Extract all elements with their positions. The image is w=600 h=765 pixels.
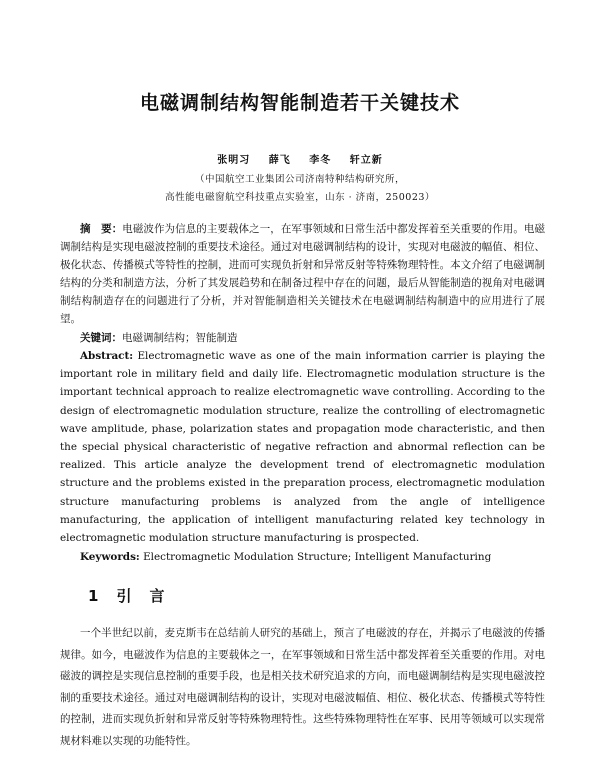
- author-list: [0, 151, 600, 166]
- english-abstract-text: Electromagnetic wave as one of the main information carrier is playing the important role in military field and daily life. Electromagnetic modulation structure is the important technical approach to realize electromagnetic wave controlling. According to the design of electromagnetic modulation structure, realize the controlling of electromagnetic wave amplitude, phase, polarization states and propagation mode characteristic, and then the special physical characteristic of negative refraction and abnormal reflection can be realized. This article analyze the development trend of electromagnetic modulation structure and the problems existed in the preparation process, electromagnetic modulation structure manufacturing problems is analyzed from the angle of intelligence manufacturing, the application of intelligent manufacturing related key technology in electromagnetic modulation structure manufacturing is prospected.: [60, 350, 545, 545]
- chinese-keywords-label: 关键词：: [80, 332, 122, 344]
- chinese-abstract-text: 电磁波作为信息的主要载体之一，在军事领域和日常生活中都发挥着至关重要的作用。电磁调制结构是实现电磁波控制的重要技术途径。通过对电磁调制结构的设计，实现对电磁波的幅值、相位、极化状态、传播模式等特性的控制，进而可实现负折射和异常反射等特殊物理特性。本文介绍了电磁调制结构的分类和制造方法，分析了其发展趋势和在制备过程中存在的问题，最后从智能制造的视角对电磁调制结构制造存在的问题进行了分析，并对智能制造相关关键技术在电磁调制结构制造中的应用进行了展望。: [60, 223, 546, 325]
- section-heading: [88, 585, 182, 606]
- intro-paragraph: 一个半世纪以前，麦克斯韦在总结前人研究的基础上，预言了电磁波的存在，并揭示了电磁波的传播规律。如今，电磁波作为信息的主要载体之一，在军事领域和日常生活中都发挥着至关重要的作用。对电磁波的调控是实现信息控制的重要手段，也是相关技术研究追求的方向，而电磁调制结构是实现电磁波控制的重要技术途径。通过对电磁调制结构的设计，实现对电磁波幅值、相位、极化状态、传播模式等特性的控制，进而实现负折射和异常反射等特殊物理特性。这些特殊物理特性在军事、民用等领域可以实现常规材料难以实现的功能特性。: [60, 627, 545, 747]
- english-keywords-text: Electromagnetic Modulation Structure; Intelligent Manufacturing: [143, 551, 492, 563]
- chinese-keywords: [60, 329, 545, 347]
- english-keywords: [60, 548, 545, 566]
- affiliation-line: 高性能电磁窗航空科技重点实验室，山东 · 济南，250023）: [165, 192, 435, 203]
- author-name: 张明习: [217, 155, 251, 166]
- author-name: 李冬: [309, 155, 332, 166]
- english-abstract-label: Abstract:: [80, 350, 134, 362]
- chinese-abstract: [60, 220, 545, 328]
- section-title: 引言: [116, 587, 183, 605]
- author-name: 轩立新: [349, 155, 383, 166]
- english-abstract: [60, 347, 545, 547]
- chinese-abstract-label: 摘 要：: [80, 223, 123, 235]
- paper-title: 电磁调制结构智能制造若干关键技术: [139, 92, 460, 114]
- chinese-keywords-text: 电磁调制结构；智能制造: [122, 332, 238, 344]
- author-name: 薛飞: [268, 155, 291, 166]
- section-number: 1: [88, 587, 99, 605]
- english-keywords-label: Keywords:: [80, 551, 140, 563]
- affiliation-line: （中国航空工业集团公司济南特种结构研究所，: [194, 174, 405, 185]
